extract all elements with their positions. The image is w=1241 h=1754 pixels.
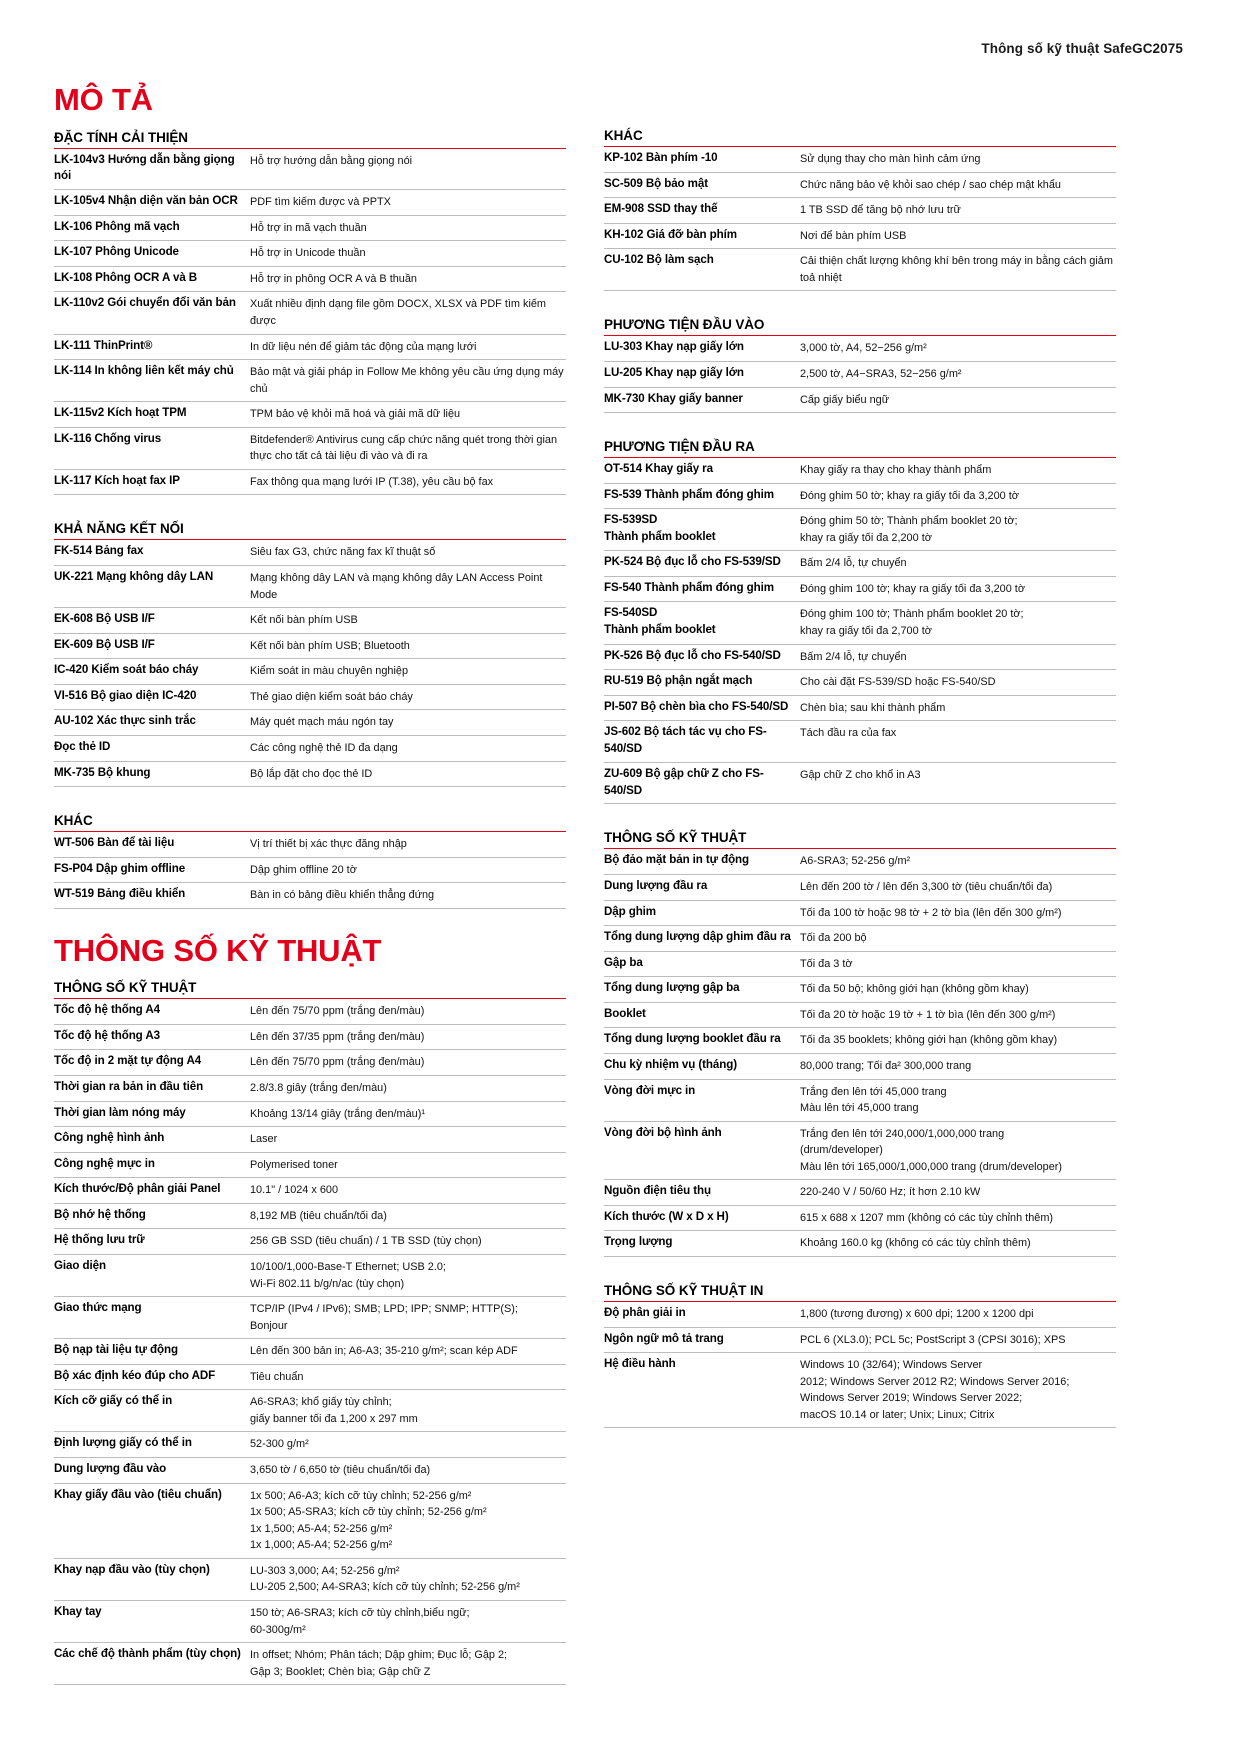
spec-key: LK-110v2 Gói chuyển đổi văn bản <box>54 292 250 334</box>
spec-value: 220-240 V / 50/60 Hz; ít hơn 2.10 kW <box>800 1180 1116 1206</box>
table-row <box>604 509 1116 551</box>
spec-key: Các chế độ thành phẩm (tùy chọn) <box>54 1643 250 1685</box>
spec-value: Lên đến 75/70 ppm (trắng đen/màu) <box>250 1050 566 1076</box>
spec-value: Đóng ghim 100 tờ; Thành phẩm booklet 20 tờ; khay ra giấy tối đa 2,700 tờ <box>800 602 1116 644</box>
spec-key: Trọng lượng <box>604 1231 800 1257</box>
spec-value: 150 tờ; A6-SRA3; kích cỡ tùy chỉnh,biểu ngữ; 60-300g/m² <box>250 1600 566 1642</box>
block-khac-left <box>54 813 566 909</box>
spec-key: Đọc thẻ ID <box>54 735 250 761</box>
table-row <box>54 659 566 685</box>
subheading-thong-so-in: THÔNG SỐ KỸ THUẬT IN <box>604 1283 764 1298</box>
table-dau-ra <box>604 457 1116 804</box>
spec-value: Bấm 2/4 lỗ, tự chuyển <box>800 644 1116 670</box>
table-row <box>604 1302 1116 1328</box>
table-row <box>604 483 1116 509</box>
spec-key: Thời gian ra bản in đầu tiên <box>54 1076 250 1102</box>
spec-value: Xuất nhiều định dạng file gồm DOCX, XLSX và PDF tìm kiếm được <box>250 292 566 334</box>
table-thong-so-left <box>54 998 566 1685</box>
table-row <box>54 266 566 292</box>
spec-value: Lên đến 75/70 ppm (trắng đen/màu) <box>250 999 566 1025</box>
spec-key: Chu kỳ nhiệm vụ (tháng) <box>604 1053 800 1079</box>
block-thong-so-right <box>604 830 1116 1257</box>
spec-value: Hỗ trợ hướng dẫn bằng giọng nói <box>250 148 566 190</box>
spec-key: Thời gian làm nóng máy <box>54 1101 250 1127</box>
spec-key: SC-509 Bộ bảo mật <box>604 172 800 198</box>
spec-value: Tối đa 20 tờ hoặc 19 tờ + 1 tờ bìa (lên đến 300 g/m²) <box>800 1002 1116 1028</box>
spec-key: FS-P04 Dập ghim offline <box>54 857 250 883</box>
table-row <box>54 427 566 469</box>
spec-key: Bộ đảo mặt bản in tự động <box>604 849 800 875</box>
table-row <box>54 1203 566 1229</box>
spec-key: EM-908 SSD thay thế <box>604 198 800 224</box>
table-row <box>604 1180 1116 1206</box>
block-khac-right <box>604 128 1116 291</box>
table-khac-right <box>604 146 1116 291</box>
spec-key: FS-539 Thành phẩm đóng ghim <box>604 483 800 509</box>
table-row <box>54 999 566 1025</box>
spec-value: Tối đa 3 tờ <box>800 951 1116 977</box>
spec-key: EK-608 Bộ USB I/F <box>54 608 250 634</box>
spec-key: FS-540SD Thành phẩm booklet <box>604 602 800 644</box>
spec-value: 2.8/3.8 giây (trắng đen/màu) <box>250 1076 566 1102</box>
spec-value: 615 x 688 x 1207 mm (không có các tùy chỉnh thêm) <box>800 1205 1116 1231</box>
spec-value: 1,800 (tương đương) x 600 dpi; 1200 x 1200 dpi <box>800 1302 1116 1328</box>
table-dau-vao <box>604 335 1116 413</box>
spec-key: RU-519 Bộ phận ngắt mạch <box>604 670 800 696</box>
spec-value: Trắng đen lên tới 240,000/1,000,000 trang (drum/developer) Màu lên tới 165,000/1,000,000 trang (drum/developer) <box>800 1121 1116 1180</box>
spec-value: Thẻ giao diện kiểm soát báo cháy <box>250 684 566 710</box>
spec-value: In offset; Nhóm; Phân tách; Dập ghim; Đục lỗ; Gập 2; Gập 3; Booklet; Chèn bìa; Gập chữ Z <box>250 1643 566 1685</box>
spec-value: LU-303 3,000; A4; 52-256 g/m² LU-205 2,500; A4-SRA3; kích cỡ tùy chỉnh; 52-256 g/m² <box>250 1558 566 1600</box>
spec-value: 1x 500; A6-A3; kích cỡ tùy chỉnh; 52-256 g/m² 1x 500; A5-SRA3; kích cỡ tùy chỉnh; 52-256 g/m² 1x 1,500; A5-A4; 52-256 g/m² 1x 1,000; A5-A4; 52-256 g/m² <box>250 1483 566 1558</box>
spec-key: LK-117 Kích hoạt fax IP <box>54 469 250 495</box>
table-row <box>54 1643 566 1685</box>
table-khac-left <box>54 831 566 909</box>
spec-key: WT-506 Bàn để tài liệu <box>54 832 250 858</box>
spec-key: Hệ thống lưu trữ <box>54 1229 250 1255</box>
spec-value: Trắng đen lên tới 45,000 trang Màu lên tới 45,000 trang <box>800 1079 1116 1121</box>
table-row <box>54 1297 566 1339</box>
table-row <box>604 1028 1116 1054</box>
table-row <box>604 172 1116 198</box>
spec-key: JS-602 Bộ tách tác vụ cho FS-540/SD <box>604 721 800 763</box>
spec-key: Bộ nhớ hệ thống <box>54 1203 250 1229</box>
spec-value: Windows 10 (32/64); Windows Server 2012; Windows Server 2012 R2; Windows Server 2016; Windows Server 2019; Windows Server 2022; macOS 10.14 or later; Unix; Linux; Citrix <box>800 1353 1116 1428</box>
spec-key: Nguồn điện tiêu thụ <box>604 1180 800 1206</box>
spec-key: LK-104v3 Hướng dẫn bằng giọng nói <box>54 148 250 190</box>
table-row <box>604 1121 1116 1180</box>
spec-key: EK-609 Bộ USB I/F <box>54 633 250 659</box>
block-thong-so-in <box>604 1283 1116 1428</box>
table-row <box>54 1458 566 1484</box>
spec-value: Tối đa 100 tờ hoặc 98 tờ + 2 tờ bìa (lên đến 300 g/m²) <box>800 900 1116 926</box>
spec-key: Khay nạp đầu vào (tùy chọn) <box>54 1558 250 1600</box>
table-row <box>54 1558 566 1600</box>
spec-value: Chèn bìa; sau khi thành phẩm <box>800 695 1116 721</box>
table-row <box>604 223 1116 249</box>
spec-key: CU-102 Bộ làm sạch <box>604 249 800 291</box>
subheading-kha-nang: KHẢ NĂNG KẾT NỐI <box>54 521 184 537</box>
spec-value: A6-SRA3; 52-256 g/m² <box>800 849 1116 875</box>
table-row <box>54 1152 566 1178</box>
spec-key: Bộ xác định kéo đúp cho ADF <box>54 1364 250 1390</box>
spec-value: Tiêu chuẩn <box>250 1364 566 1390</box>
table-row <box>604 721 1116 763</box>
spec-key: Khay tay <box>54 1600 250 1642</box>
subheading-thong-so-right: THÔNG SỐ KỸ THUẬT <box>604 830 747 846</box>
table-row <box>54 215 566 241</box>
table-row <box>54 883 566 909</box>
table-row <box>54 1390 566 1432</box>
table-row <box>54 1600 566 1642</box>
spec-value: Khoảng 160.0 kg (không có các tùy chỉnh thêm) <box>800 1231 1116 1257</box>
spec-value: 3,650 tờ / 6,650 tờ (tiêu chuẩn/tối đa) <box>250 1458 566 1484</box>
table-row <box>604 1079 1116 1121</box>
table-row <box>604 602 1116 644</box>
spec-value: Sử dụng thay cho màn hình cảm ứng <box>800 147 1116 173</box>
spec-value: 1 TB SSD để tăng bộ nhớ lưu trữ <box>800 198 1116 224</box>
spec-value: Nơi để bàn phím USB <box>800 223 1116 249</box>
spec-value: 10.1" / 1024 x 600 <box>250 1178 566 1204</box>
table-row <box>54 1432 566 1458</box>
table-thong-so-right <box>604 848 1116 1257</box>
table-row <box>54 832 566 858</box>
spec-value: Tách đầu ra của fax <box>800 721 1116 763</box>
table-row <box>604 875 1116 901</box>
subheading-dau-vao: PHƯƠNG TIỆN ĐẦU VÀO <box>604 317 765 333</box>
spec-key: KH-102 Giá đỡ bàn phím <box>604 223 800 249</box>
spec-key: UK-221 Mạng không dây LAN <box>54 566 250 608</box>
spec-value: Kết nối bàn phím USB; Bluetooth <box>250 633 566 659</box>
spec-key: Tốc độ hệ thống A4 <box>54 999 250 1025</box>
table-row <box>604 762 1116 804</box>
spec-key: OT-514 Khay giấy ra <box>604 458 800 484</box>
table-row <box>54 566 566 608</box>
spec-key: KP-102 Bàn phím -10 <box>604 147 800 173</box>
spec-value: Lên đến 300 bản in; A6-A3; 35-210 g/m²; scan kép ADF <box>250 1339 566 1365</box>
spec-value: Fax thông qua mạng lưới IP (T.38), yêu cầu bộ fax <box>250 469 566 495</box>
spec-key: AU-102 Xác thực sinh trắc <box>54 710 250 736</box>
spec-key: Tốc độ in 2 mặt tự động A4 <box>54 1050 250 1076</box>
table-row <box>604 249 1116 291</box>
table-row <box>604 458 1116 484</box>
table-row <box>604 361 1116 387</box>
spec-value: Bitdefender® Antivirus cung cấp chức năng quét trong thời gian thực cho tất cả tài liệu đi vào và đi ra <box>250 427 566 469</box>
table-row <box>604 1205 1116 1231</box>
table-row <box>54 469 566 495</box>
table-row <box>54 1483 566 1558</box>
spec-value: 2,500 tờ, A4−SRA3, 52−256 g/m² <box>800 361 1116 387</box>
left-column <box>54 84 566 1711</box>
spec-value: PCL 6 (XL3.0); PCL 5c; PostScript 3 (CPSI 3016); XPS <box>800 1327 1116 1353</box>
spec-key: Gập ba <box>604 951 800 977</box>
block-dac-tinh-cai-thien <box>54 130 566 496</box>
spec-value: Bàn in có bảng điều khiển thẳng đứng <box>250 883 566 909</box>
spec-value: Polymerised toner <box>250 1152 566 1178</box>
table-row <box>604 1353 1116 1428</box>
spec-value: PDF tìm kiếm được và PPTX <box>250 190 566 216</box>
table-row <box>54 241 566 267</box>
table-row <box>604 926 1116 952</box>
spec-key: LK-115v2 Kích hoạt TPM <box>54 402 250 428</box>
spec-value: Cấp giấy biểu ngữ <box>800 387 1116 413</box>
table-row <box>604 147 1116 173</box>
spec-value: Lên đến 200 tờ / lên đến 3,300 tờ (tiêu chuẩn/tối đa) <box>800 875 1116 901</box>
two-column-layout <box>54 84 1187 1711</box>
spec-value: TCP/IP (IPv4 / IPv6); SMB; LPD; IPP; SNMP; HTTP(S); Bonjour <box>250 1297 566 1339</box>
table-row <box>54 402 566 428</box>
spec-value: Hỗ trợ in phông OCR A và B thuần <box>250 266 566 292</box>
spec-key: LK-116 Chống virus <box>54 427 250 469</box>
spec-value: 10/100/1,000-Base-T Ethernet; USB 2.0; Wi-Fi 802.11 b/g/n/ac (tùy chọn) <box>250 1254 566 1296</box>
spec-value: 8,192 MB (tiêu chuẩn/tối đa) <box>250 1203 566 1229</box>
spec-key: Công nghệ hình ảnh <box>54 1127 250 1153</box>
spec-value: Hỗ trợ in mã vạch thuần <box>250 215 566 241</box>
spec-key: Tổng dung lượng dập ghim đầu ra <box>604 926 800 952</box>
spec-value: 3,000 tờ, A4, 52−256 g/m² <box>800 336 1116 362</box>
spec-key: PI-507 Bộ chèn bìa cho FS-540/SD <box>604 695 800 721</box>
spec-value: Vị trí thiết bị xác thực đăng nhập <box>250 832 566 858</box>
table-row <box>54 148 566 190</box>
spec-key: Tổng dung lượng gập ba <box>604 977 800 1003</box>
spec-key: LK-114 In không liên kết máy chủ <box>54 360 250 402</box>
spec-value: Khay giấy ra thay cho khay thành phẩm <box>800 458 1116 484</box>
spec-value: Các công nghệ thẻ ID đa dạng <box>250 735 566 761</box>
table-row <box>54 334 566 360</box>
spec-key: LK-108 Phông OCR A và B <box>54 266 250 292</box>
section-title-mo-ta: MÔ TẢ <box>54 82 153 117</box>
spec-key: MK-730 Khay giấy banner <box>604 387 800 413</box>
subheading-khac-right: KHÁC <box>604 128 643 143</box>
spec-key: ZU-609 Bộ gập chữ Z cho FS-540/SD <box>604 762 800 804</box>
spec-value: Dập ghim offline 20 tờ <box>250 857 566 883</box>
table-row <box>54 1364 566 1390</box>
table-kha-nang <box>54 539 566 787</box>
spec-key: Dung lượng đầu ra <box>604 875 800 901</box>
spec-value: Chức năng bảo vệ khỏi sao chép / sao chép mật khẩu <box>800 172 1116 198</box>
table-row <box>54 684 566 710</box>
spec-value: Kiểm soát in màu chuyên nghiệp <box>250 659 566 685</box>
table-row <box>604 670 1116 696</box>
subheading-dau-ra: PHƯƠNG TIỆN ĐẦU RA <box>604 439 755 455</box>
spec-key: Dập ghim <box>604 900 800 926</box>
spec-key: LK-105v4 Nhận diện văn bản OCR <box>54 190 250 216</box>
table-row <box>604 900 1116 926</box>
spec-key: PK-524 Bộ đục lỗ cho FS-539/SD <box>604 551 800 577</box>
spec-value: Hỗ trợ in Unicode thuần <box>250 241 566 267</box>
spec-key: Hệ điều hành <box>604 1353 800 1428</box>
table-thong-so-in <box>604 1301 1116 1428</box>
table-row <box>54 1254 566 1296</box>
table-row <box>604 1053 1116 1079</box>
table-row <box>604 849 1116 875</box>
spec-key: FK-514 Bảng fax <box>54 540 250 566</box>
spec-key: Tổng dung lượng booklet đầu ra <box>604 1028 800 1054</box>
table-row <box>604 951 1116 977</box>
spec-key: Kích thước/Độ phân giải Panel <box>54 1178 250 1204</box>
spec-value: Bộ lắp đặt cho đọc thẻ ID <box>250 761 566 787</box>
table-row <box>54 735 566 761</box>
spec-key: Giao thức mạng <box>54 1297 250 1339</box>
block-phuong-tien-dau-ra <box>604 439 1116 804</box>
table-row <box>604 336 1116 362</box>
spec-key: Khay giấy đầu vào (tiêu chuẩn) <box>54 1483 250 1558</box>
spec-key: MK-735 Bộ khung <box>54 761 250 787</box>
spec-key: IC-420 Kiểm soát báo cháy <box>54 659 250 685</box>
spec-value: 80,000 trang; Tối đa² 300,000 trang <box>800 1053 1116 1079</box>
spec-key: Kích thước (W x D x H) <box>604 1205 800 1231</box>
spec-key: PK-526 Bộ đục lỗ cho FS-540/SD <box>604 644 800 670</box>
spec-key: Kích cỡ giấy có thể in <box>54 1390 250 1432</box>
spec-key: Vòng đời bộ hình ảnh <box>604 1121 800 1180</box>
table-dac-tinh <box>54 148 566 496</box>
table-row <box>54 190 566 216</box>
spec-value: Máy quét mạch máu ngón tay <box>250 710 566 736</box>
spec-value: Tối đa 200 bộ <box>800 926 1116 952</box>
table-row <box>604 1002 1116 1028</box>
spec-key: Ngôn ngữ mô tả trang <box>604 1327 800 1353</box>
table-row <box>54 1101 566 1127</box>
spec-key: Bộ nạp tài liệu tự động <box>54 1339 250 1365</box>
spec-value: Đóng ghim 50 tờ; khay ra giấy tối đa 3,200 tờ <box>800 483 1116 509</box>
table-row <box>604 387 1116 413</box>
spec-value: Kết nối bàn phím USB <box>250 608 566 634</box>
spec-key: Tốc độ hệ thống A3 <box>54 1024 250 1050</box>
table-row <box>54 360 566 402</box>
table-row <box>604 576 1116 602</box>
spec-value: Khoảng 13/14 giây (trắng đen/màu)¹ <box>250 1101 566 1127</box>
spec-key: LU-205 Khay nạp giấy lớn <box>604 361 800 387</box>
block-thong-so-left <box>54 980 566 1685</box>
subheading-dac-tinh: ĐẶC TÍNH CẢI THIỆN <box>54 129 188 145</box>
spec-value: In dữ liệu nén để giảm tác động của mạng lưới <box>250 334 566 360</box>
table-row <box>604 1231 1116 1257</box>
spec-key: WT-519 Bảng điều khiển <box>54 883 250 909</box>
spec-key: VI-516 Bộ giao diện IC-420 <box>54 684 250 710</box>
table-row <box>604 644 1116 670</box>
spec-value: Cải thiện chất lượng không khí bên trong máy in bằng cách giảm toả nhiệt <box>800 249 1116 291</box>
spec-key: Dung lượng đầu vào <box>54 1458 250 1484</box>
right-column-top-spacer <box>604 84 1116 128</box>
spec-key: Vòng đời mực in <box>604 1079 800 1121</box>
page-header-title: Thông số kỹ thuật SafeGC2075 <box>981 41 1183 56</box>
spec-value: Mạng không dây LAN và mạng không dây LAN Access Point Mode <box>250 566 566 608</box>
table-row <box>54 857 566 883</box>
spec-value: Bảo mật và giải pháp in Follow Me không yêu cầu ứng dụng máy chủ <box>250 360 566 402</box>
spec-value: Laser <box>250 1127 566 1153</box>
spec-key: Giao diện <box>54 1254 250 1296</box>
table-row <box>54 1050 566 1076</box>
table-row <box>54 710 566 736</box>
table-row <box>604 977 1116 1003</box>
table-row <box>54 1024 566 1050</box>
right-column <box>604 84 1116 1711</box>
table-row <box>54 761 566 787</box>
table-row <box>54 1229 566 1255</box>
table-row <box>604 551 1116 577</box>
table-row <box>54 1076 566 1102</box>
spec-key: LU-303 Khay nạp giấy lớn <box>604 336 800 362</box>
spec-value: Tối đa 35 booklets; không giới hạn (không gồm khay) <box>800 1028 1116 1054</box>
table-row <box>604 1327 1116 1353</box>
spec-value: 256 GB SSD (tiêu chuẩn) / 1 TB SSD (tùy chọn) <box>250 1229 566 1255</box>
spec-value: A6-SRA3; khổ giấy tùy chỉnh; giấy banner tối đa 1,200 x 297 mm <box>250 1390 566 1432</box>
subheading-khac-left: KHÁC <box>54 813 93 829</box>
spec-key: Độ phân giải in <box>604 1302 800 1328</box>
table-row <box>54 1339 566 1365</box>
spec-key: FS-539SD Thành phẩm booklet <box>604 509 800 551</box>
spec-value: Lên đến 37/35 ppm (trắng đen/màu) <box>250 1024 566 1050</box>
block-phuong-tien-dau-vao <box>604 317 1116 413</box>
spec-key: LK-111 ThinPrint® <box>54 334 250 360</box>
table-row <box>54 1178 566 1204</box>
spec-value: 52-300 g/m² <box>250 1432 566 1458</box>
spec-key: Booklet <box>604 1002 800 1028</box>
spec-value: Gập chữ Z cho khổ in A3 <box>800 762 1116 804</box>
table-row <box>604 198 1116 224</box>
subheading-thong-so-left: THÔNG SỐ KỸ THUẬT <box>54 980 197 996</box>
table-row <box>604 695 1116 721</box>
spec-key: Công nghệ mực in <box>54 1152 250 1178</box>
spec-value: Tối đa 50 bộ; không giới hạn (không gồm khay) <box>800 977 1116 1003</box>
section-title-thong-so: THÔNG SỐ KỸ THUẬT <box>54 932 382 968</box>
table-row <box>54 608 566 634</box>
spec-value: TPM bảo vệ khỏi mã hoá và giải mã dữ liệu <box>250 402 566 428</box>
spec-key: LK-107 Phông Unicode <box>54 241 250 267</box>
spec-value: Siêu fax G3, chức năng fax kĩ thuật số <box>250 540 566 566</box>
spec-key: FS-540 Thành phẩm đóng ghim <box>604 576 800 602</box>
spec-value: Bấm 2/4 lỗ, tự chuyển <box>800 551 1116 577</box>
table-row <box>54 633 566 659</box>
table-row <box>54 292 566 334</box>
spec-key: Định lượng giấy có thể in <box>54 1432 250 1458</box>
table-row <box>54 1127 566 1153</box>
spec-value: Đóng ghim 100 tờ; khay ra giấy tối đa 3,200 tờ <box>800 576 1116 602</box>
spec-value: Đóng ghim 50 tờ; Thành phẩm booklet 20 tờ; khay ra giấy tối đa 2,200 tờ <box>800 509 1116 551</box>
block-kha-nang-ket-noi <box>54 521 566 787</box>
spec-key: LK-106 Phông mã vạch <box>54 215 250 241</box>
spec-value: Cho cài đặt FS-539/SD hoặc FS-540/SD <box>800 670 1116 696</box>
table-row <box>54 540 566 566</box>
